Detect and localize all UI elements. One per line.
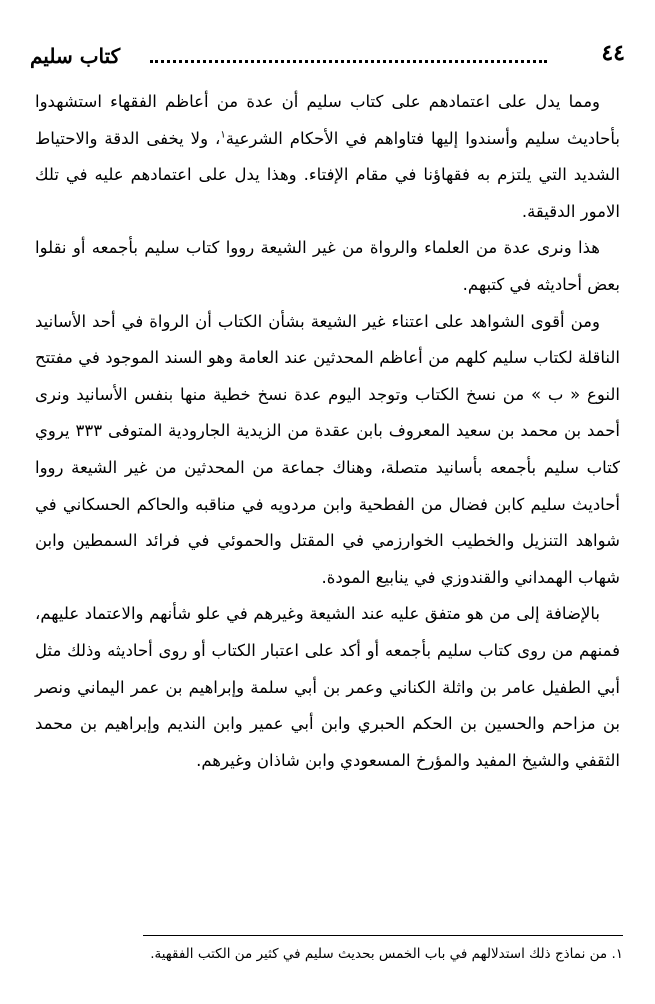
paragraph-4: بالإضافة إلى من هو متفق عليه عند الشيعة وغيرهم في علو شأنهم والاعتماد عليهم، فمنهم من روى كتاب سليم بأجمعه أو أكد على اعتبار الكتاب أو روى أحاديثه وذلك مثل أبي الطفيل عامر بن واثلة الكناني وعمر بن أبي سلمة وإبراهيم بن عمر اليماني ونصر بن مزاحم والحسين بن الحكم الحبري وابن أبي عمير وابن النديم وإبراهيم بن محمد الثقفي والشيخ المفيد والمؤرخ المسعودي وابن شاذان وغيرهم. [35, 604, 620, 770]
running-title: كتاب سليم [30, 44, 121, 68]
paragraph-1-text-a: ومما يدل على اعتمادهم على كتاب سليم أن عدة من أعاظم الفقهاء استشهدوا بأحاديث سليم وأسندوا إليها فتاواهم في الأحكام الشرعية [35, 92, 620, 148]
footnote-separator [143, 935, 623, 936]
paragraph-2: هذا ونرى عدة من العلماء والرواة من غير الشيعة رووا كتاب سليم بأجمعه أو نقلوا بعض أحاديثه في كتبهم. [35, 238, 620, 294]
header-dotted-leader [150, 60, 547, 63]
paragraph-1-text-b: ، ولا يخفى الدقة والاحتياط الشديد التي يلتزم به فقهاؤنا في مقام الإفتاء. وهذا يدل على اعتمادهم عليه في تلك الامور الدقيقة. [35, 128, 620, 221]
footnote: ١. من نماذج ذلك استدلالهم في باب الخمس بحديث سليم في كثير من الكتب الفقهية. [150, 946, 623, 962]
footnote-reference: ١ [220, 129, 226, 141]
paragraph-3: ومن أقوى الشواهد على اعتناء غير الشيعة بشأن الكتاب أن الرواة في أحد الأسانيد الناقلة لكتاب سليم كلهم من أعاظم المحدثين عند العامة وهو السند الموجود في مفتتح النوع « ب » من نسخ الكتاب وتوجد اليوم عدة نسخ خطية منها بنفس الأسانيد ونرى أحمد بن محمد بن سعيد المعروف بابن عقدة من الزيدية الجارودية المتوفى ٣٣٣ يروي كتاب سليم بأجمعه بأسانيد متصلة، وهناك جماعة من المحدثين من غير الشيعة رووا أحاديث سليم كابن فضال من الفطحية وابن مردويه في مناقبه والحاكم الحسكاني في شواهد التنزيل والخطيب الخوارزمي في المقتل والحموئي في فرائد السمطين وابن شهاب الهمداني والقندوزي في ينابيع المودة. [35, 311, 620, 587]
paragraph-1 [35, 84, 620, 230]
page-body [35, 84, 620, 779]
page-header [30, 40, 625, 74]
page-number: ٤٤ [601, 40, 625, 66]
